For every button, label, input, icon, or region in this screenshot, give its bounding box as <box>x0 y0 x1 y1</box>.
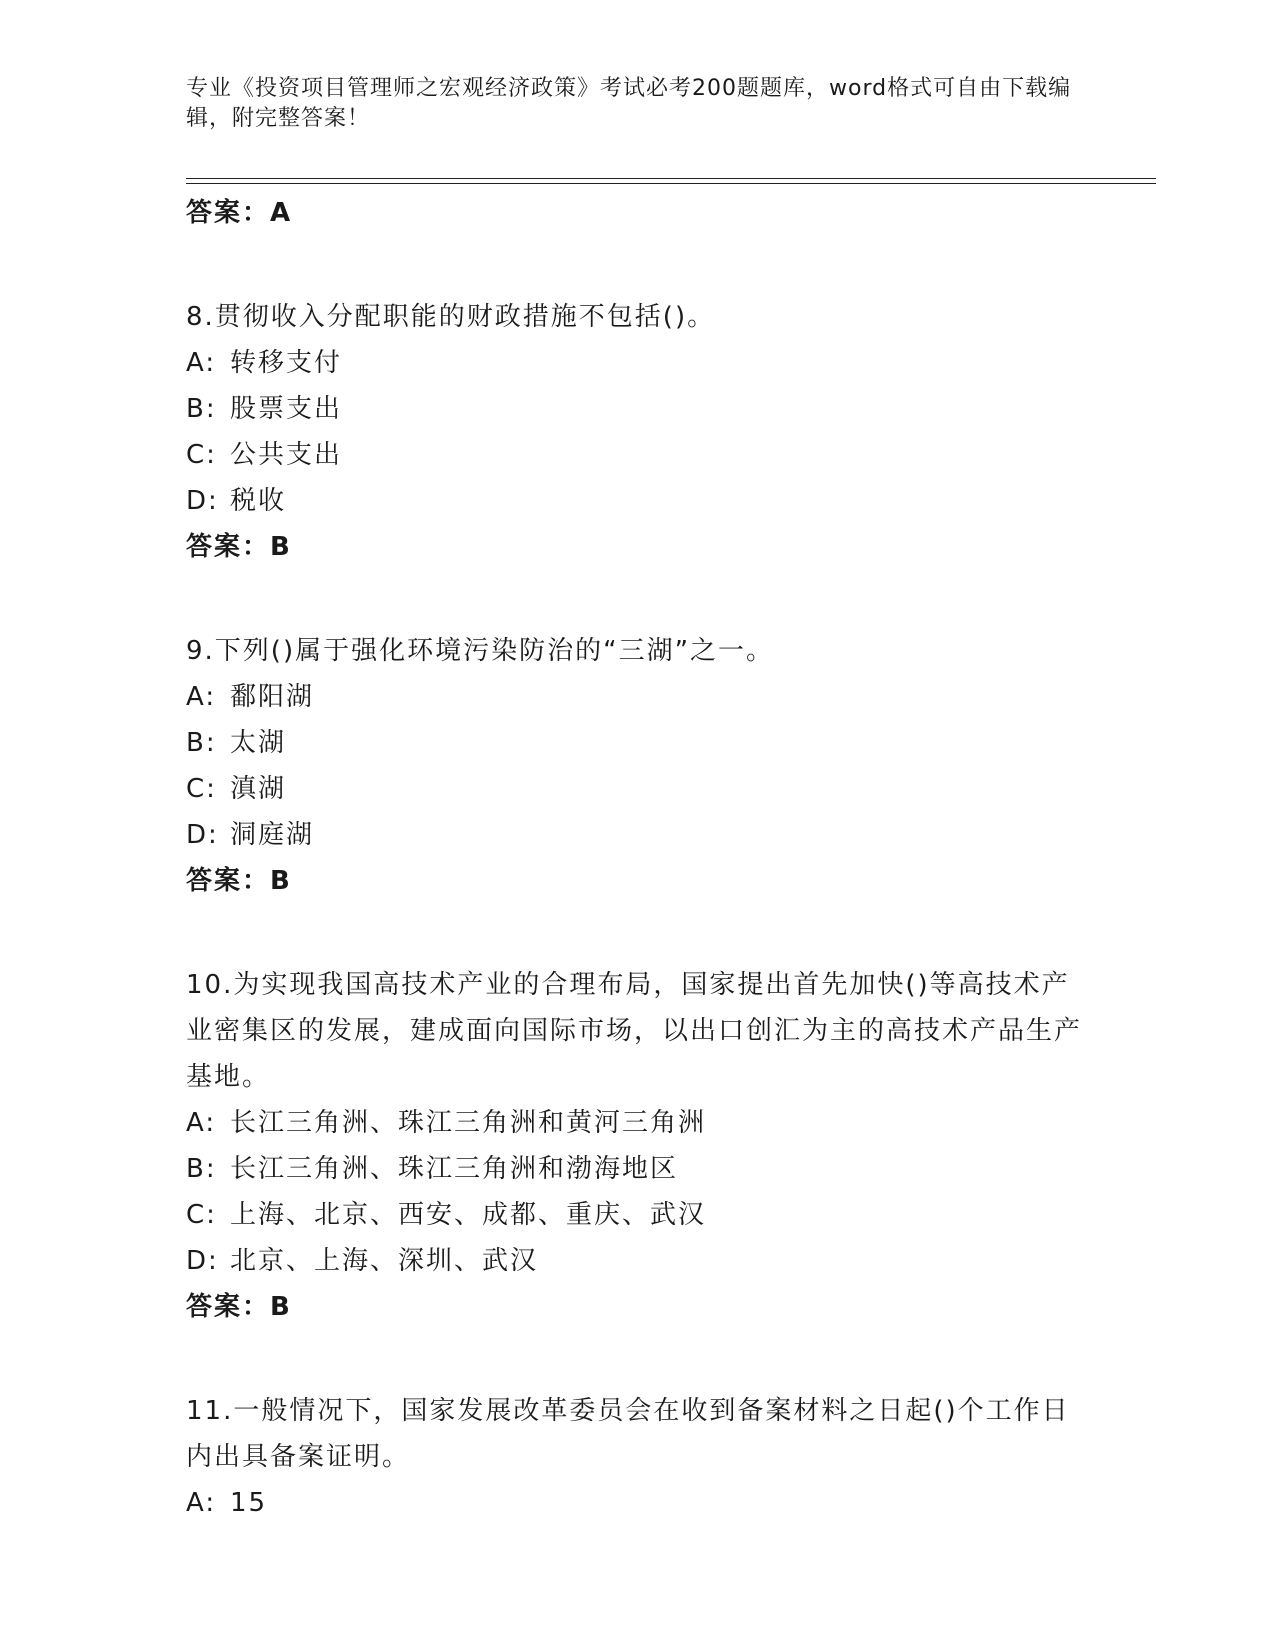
question-item <box>186 962 1086 1330</box>
option-key: D: <box>186 486 219 516</box>
option-c <box>186 1192 1086 1238</box>
option-key: B: <box>186 728 217 758</box>
option-b <box>186 386 1086 432</box>
option-d <box>186 812 1086 858</box>
option-a <box>186 1100 1086 1146</box>
option-key: A: <box>186 682 217 712</box>
option-key: C: <box>186 1200 217 1230</box>
answer-label: 答案： <box>186 866 271 896</box>
answer-value: B <box>270 866 292 896</box>
option-key: A: <box>186 348 217 378</box>
header-rule-top <box>186 178 1156 179</box>
answer-label: 答案： <box>186 532 271 562</box>
option-key: A: <box>186 1488 217 1518</box>
answer-value: A <box>270 198 293 228</box>
question-text: 8.贯彻收入分配职能的财政措施不包括()。 <box>186 302 716 332</box>
header-rule-bottom <box>186 183 1156 184</box>
option-c <box>186 432 1086 478</box>
option-text: 滇湖 <box>230 774 287 804</box>
option-text: 上海、北京、西安、成都、重庆、武汉 <box>230 1200 707 1230</box>
option-b <box>186 1146 1086 1192</box>
option-a <box>186 674 1086 720</box>
option-text: 洞庭湖 <box>230 820 315 850</box>
question-list <box>186 190 1086 1526</box>
option-key: C: <box>186 774 217 804</box>
answer-line <box>186 1284 1086 1330</box>
answer-value: B <box>270 532 292 562</box>
option-a <box>186 1480 1086 1526</box>
answer-line <box>186 524 1086 570</box>
option-text: 转移支付 <box>230 348 343 378</box>
option-text: 公共支出 <box>230 440 343 470</box>
option-c <box>186 766 1086 812</box>
option-d <box>186 1238 1086 1284</box>
option-text: 税收 <box>230 486 287 516</box>
option-text: 长江三角洲、珠江三角洲和黄河三角洲 <box>230 1108 707 1138</box>
option-d <box>186 478 1086 524</box>
question-text: 10.为实现我国高技术产业的合理布局，国家提出首先加快()等高技术产业密集区的发展，建成面向国际市场，以出口创汇为主的高技术产品生产基地。 <box>186 970 1083 1092</box>
question-item <box>186 1388 1086 1526</box>
option-key: A: <box>186 1108 217 1138</box>
document-header <box>186 74 1086 134</box>
option-text: 长江三角洲、珠江三角洲和渤海地区 <box>230 1154 679 1184</box>
option-key: D: <box>186 1246 219 1276</box>
answer-label: 答案： <box>186 1292 271 1322</box>
option-text: 股票支出 <box>230 394 343 424</box>
question-item <box>186 628 1086 904</box>
question-item <box>186 294 1086 570</box>
question-text: 9.下列()属于强化环境污染防治的“三湖”之一。 <box>186 636 775 666</box>
answer-line <box>186 190 1086 236</box>
option-text: 太湖 <box>230 728 287 758</box>
option-key: B: <box>186 394 217 424</box>
header-text: 专业《投资项目管理师之宏观经济政策》考试必考200题题库，word格式可自由下载编辑，附完整答案！ <box>186 76 1072 131</box>
option-key: C: <box>186 440 217 470</box>
question-text: 11.一般情况下，国家发展改革委员会在收到备案材料之日起()个工作日内出具备案证明。 <box>186 1396 1070 1472</box>
option-key: B: <box>186 1154 217 1184</box>
option-text: 15 <box>230 1488 268 1518</box>
option-b <box>186 720 1086 766</box>
option-a <box>186 340 1086 386</box>
option-key: D: <box>186 820 219 850</box>
answer-line <box>186 858 1086 904</box>
option-text: 鄱阳湖 <box>230 682 315 712</box>
answer-label: 答案： <box>186 198 271 228</box>
option-text: 北京、上海、深圳、武汉 <box>230 1246 539 1276</box>
answer-value: B <box>270 1292 292 1322</box>
